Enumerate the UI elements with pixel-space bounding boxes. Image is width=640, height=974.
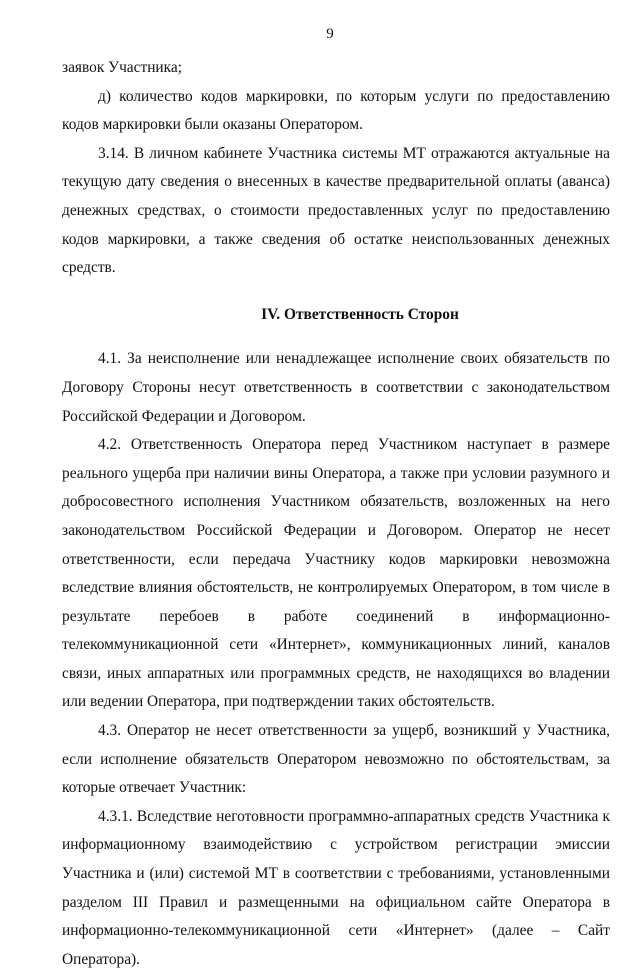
paragraph-3-14: 3.14. В личном кабинете Участника системы МТ отражаются актуальные на текущую дату сведения о внесенных в качестве предварительной оплаты (аванса) денежных средствах, о стоимости предоставленных услуг по предоставлению кодов маркировки, а также сведения об остатке неиспользованных денежных средств. <box>62 144 610 277</box>
page-number: 9 <box>326 26 334 42</box>
paragraph-4-1: 4.1. За неисполнение или ненадлежащее исполнение своих обязательств по Договору Стороны несут ответственность в соответствии с законодательством Российской Федерации и Договором. <box>62 350 610 425</box>
paragraph-item-d: д) количество кодов маркировки, по которым услуги по предоставлению кодов маркировки были оказаны Оператором. <box>62 87 610 134</box>
paragraph-4-3-1: 4.3.1. Вследствие неготовности программно-аппаратных средств Участника к информационному взаимодействию с устройством регистрации эмиссии Участника и (или) системой МТ в соответствии с требованиями, установленными разделом III Правил и размещенными на официальном сайте Оператора в информационно-телекоммуникационной сети «Интернет» (далее – Сайт Оператора). <box>62 807 610 968</box>
document-body <box>62 54 610 974</box>
section-heading: IV. Ответственность Сторон <box>261 305 459 323</box>
paragraph-4-2: 4.2. Ответственность Оператора перед Участником наступает в размере реального ущерба при наличии вины Оператора, а также при условии разумного и добросовестного исполнения Участником обязательств, возложенных на него законодательством Российской Федерации и Договором. Оператор не несет ответственности, если передача Участнику кодов маркировки невозможна вследствие влияния обстоятельств, не контролируемых Оператором, в том числе в результате перебоев в работе соединений в информационно-телекоммуникационной сети «Интернет», коммуникационных линий, каналов связи, иных аппаратных или программных средств, не находящихся во владении или ведении Оператора, при подтверждении таких обстоятельств. <box>62 436 610 711</box>
paragraph-4-3: 4.3. Оператор не несет ответственности за ущерб, возникший у Участника, если исполнение обязательств Оператором невозможно по обстоятельствам, за которые отвечает Участник: <box>62 722 610 797</box>
paragraph-continuation: заявок Участника; <box>62 59 183 76</box>
